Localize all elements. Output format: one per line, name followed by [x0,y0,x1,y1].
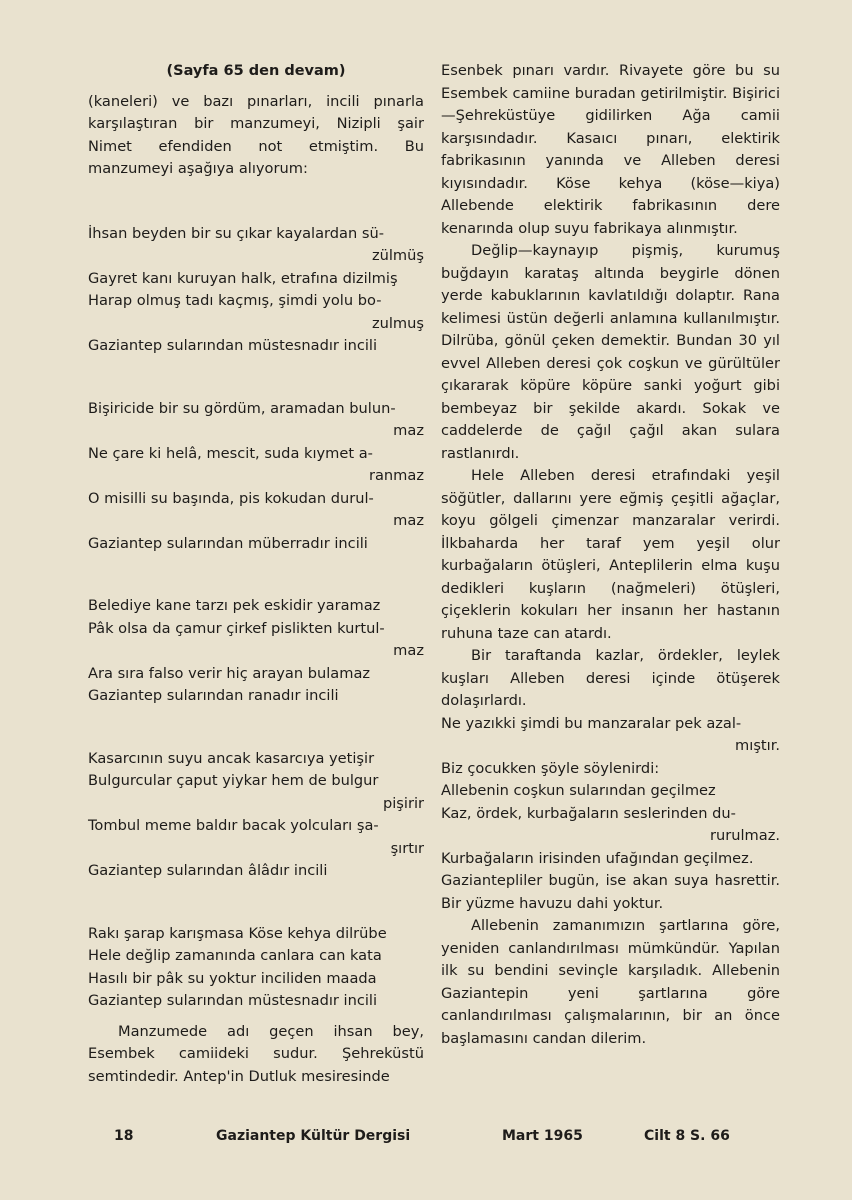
poem-line: O misilli su başında, pis kokudan durul- [88,489,374,507]
body-paragraph: Hele Alleben deresi etrafındaki yeşil söğütler, dallarını yere eğmiş çeşitli ağaçlar, koyu gölgeli çimenzar manzaralar verirdi. İlkbaharda her taraf yem yeşil olur kurbağaların ötüşleri, Anteplilerin elma kuşu dedikleri kuşların (nağmeleri) ötüşleri, çiçeklerin kokuları her insanın her hastanın ruhuna taze can atardı. [441,467,780,642]
right-column [441,60,780,1050]
poem [88,223,424,1013]
poem-line: Ne çare ki helâ, mescit, suda kıymet a- [88,444,373,462]
journal-title: Gaziantep Kültür Dergisi [216,1128,411,1144]
verse-line: Kurbağaların irisinden ufağından geçilmez. [441,849,754,867]
poem-line: Gaziantep sularından âlâdır incili [88,862,328,879]
poem-stanza [88,748,424,883]
poem-line-continuation: şırtır [390,839,424,857]
poem-line: Gaziantep sularından ranadır incili [88,687,339,704]
issue-date: Mart 1965 [502,1128,583,1144]
continuation-header: (Sayfa 65 den devam) [166,63,346,79]
poem-line: Rakı şarap karışmasa Köse kehya dilrübe [88,924,387,942]
right-paragraphs [441,60,780,713]
poem-line: Bişiricide bir su gördüm, aramadan bulun- [88,399,396,417]
poem-stanza [88,923,424,1013]
poem-line: Ara sıra falso verir hiç arayan bulamaz [88,664,371,682]
poem-stanza [88,398,424,556]
closing-paragraphs [441,870,780,1050]
body-paragraph: Gaziantepliler bugün, ise akan suya hasrettir. Bir yüzme havuzu dahi yoktur. [441,872,780,912]
poem-line: Belediye kane tarzı pek eskidir yaramaz [88,597,381,614]
page-number: 18 [114,1128,134,1144]
verse-line: Kaz, ördek, kurbağaların seslerinden du- [441,804,736,822]
short-poem [441,713,780,871]
poem-stanza [88,595,424,708]
poem-line-continuation: zülmüş [371,247,424,264]
verse-line: Ne yazıkki şimdi bu manzaralar pek azal- [441,714,742,732]
poem-line-continuation: zulmuş [371,314,424,332]
poem-line-continuation: maz [393,422,424,439]
verse-line-continuation: rurulmaz. [709,827,780,844]
poem-line: Gaziantep sularından müstesnadır incili [88,992,378,1009]
poem-line-continuation: maz [393,642,424,659]
poem-line: Kasarcının suyu ancak kasarcıya yetişir [88,749,375,767]
body-paragraph: Değlip—kaynayıp pişmiş, kurumuş buğdayın karataş altında beygirle dönen yerde kabuklarının kavlatıldığı dolaptır. Rana kelimesi üstün değerli anlamına kullanılmıştır. Dilrüba, gönül çeken demektir. Bundan 30 yıl evvel Alleben deresi çok coşkun ve gürültüler çıkararak köpüre köpüre sanki yoğurt gibi bembeyaz bir şekilde akardı. Sokak ve caddelerde de çağıl çağıl akan sulara rastlanırdı. [441,242,780,462]
poem-line-continuation: maz [393,512,424,529]
poem-line-continuation: ranmaz [368,467,424,484]
poem-line: İhsan beyden bir su çıkar kayalardan sü- [88,224,384,242]
poem-line-continuation: pişirir [382,794,424,812]
body-paragraph: Esenbek pınarı vardır. Rivayete göre bu su Esembek camiine buradan getirilmiştir. Bişirici—Şehreküstüye gidilirken Ağa camii karşısındadır. Kasaıcı pınarı, elektirik fabrikasının yanında ve Alleben deresi kıyısındadır. Köse kehya (köse—kiya) Allebende elektirik fabrikasının dere kenarında olup suyu fabrikaya alınmıştır. [441,62,780,237]
body-paragraph: Allebenin zamanımızın şartlarına göre, yeniden canlandırılması mümkündür. Yapılan ilk su bendini sevinçle karşıladık. Allebenin Gaziantepin yeni şartlarına göre canlandırılması çalışmalarının, bir an önce başlamasını candan dilerim. [441,917,780,1047]
poem-line: Gaziantep sularından müberradır incili [88,534,368,552]
body-paragraph: Bir taraftanda kazlar, ördekler, leylek kuşları Alleben deresi içinde ötüşerek dolaşırlardı. [441,647,780,709]
closing-paragraph: Manzumede adı geçen ihsan bey, Esembek camiideki sudur. Şehreküstü semtindedir. Antep'in Dutluk mesiresinde [88,1022,424,1085]
poem-stanza [88,223,424,358]
poem-line: Harap olmuş tadı kaçmış, şimdi yolu bo- [88,292,382,309]
verse-line: Allebenin coşkun sularından geçilmez [441,782,716,799]
poem-line: Pâk olsa da çamur çirkef pislikten kurtul- [88,619,385,637]
intro-paragraph: (kaneleri) ve bazı pınarları, incili pınarla karşılaştıran bir manzumeyi, Nizipli şair Nimet efendiden not etmiştim. Bu manzumeyi aşağıya alıyorum: [88,92,424,177]
poem-line: Tombul meme baldır bacak yolcuları şa- [88,817,379,834]
verse-line-continuation: mıştır. [735,737,780,754]
poem-line: Gayret kanı kuruyan halk, etrafına dizilmiş [88,269,398,287]
poem-line: Hele değlip zamanında canlara can kata [88,947,382,964]
poem-line: Hasılı bir pâk su yoktur inciliden maada [88,969,377,987]
verse-line: Biz çocukken şöyle söylenirdi: [441,759,660,777]
poem-line: Bulgurcular çaput yiykar hem de bulgur [88,772,379,789]
volume-issue: Cilt 8 S. 66 [644,1128,730,1144]
poem-line: Gaziantep sularından müstesnadır incili [88,337,378,354]
page-footer [88,1128,780,1152]
left-column [88,60,424,1088]
